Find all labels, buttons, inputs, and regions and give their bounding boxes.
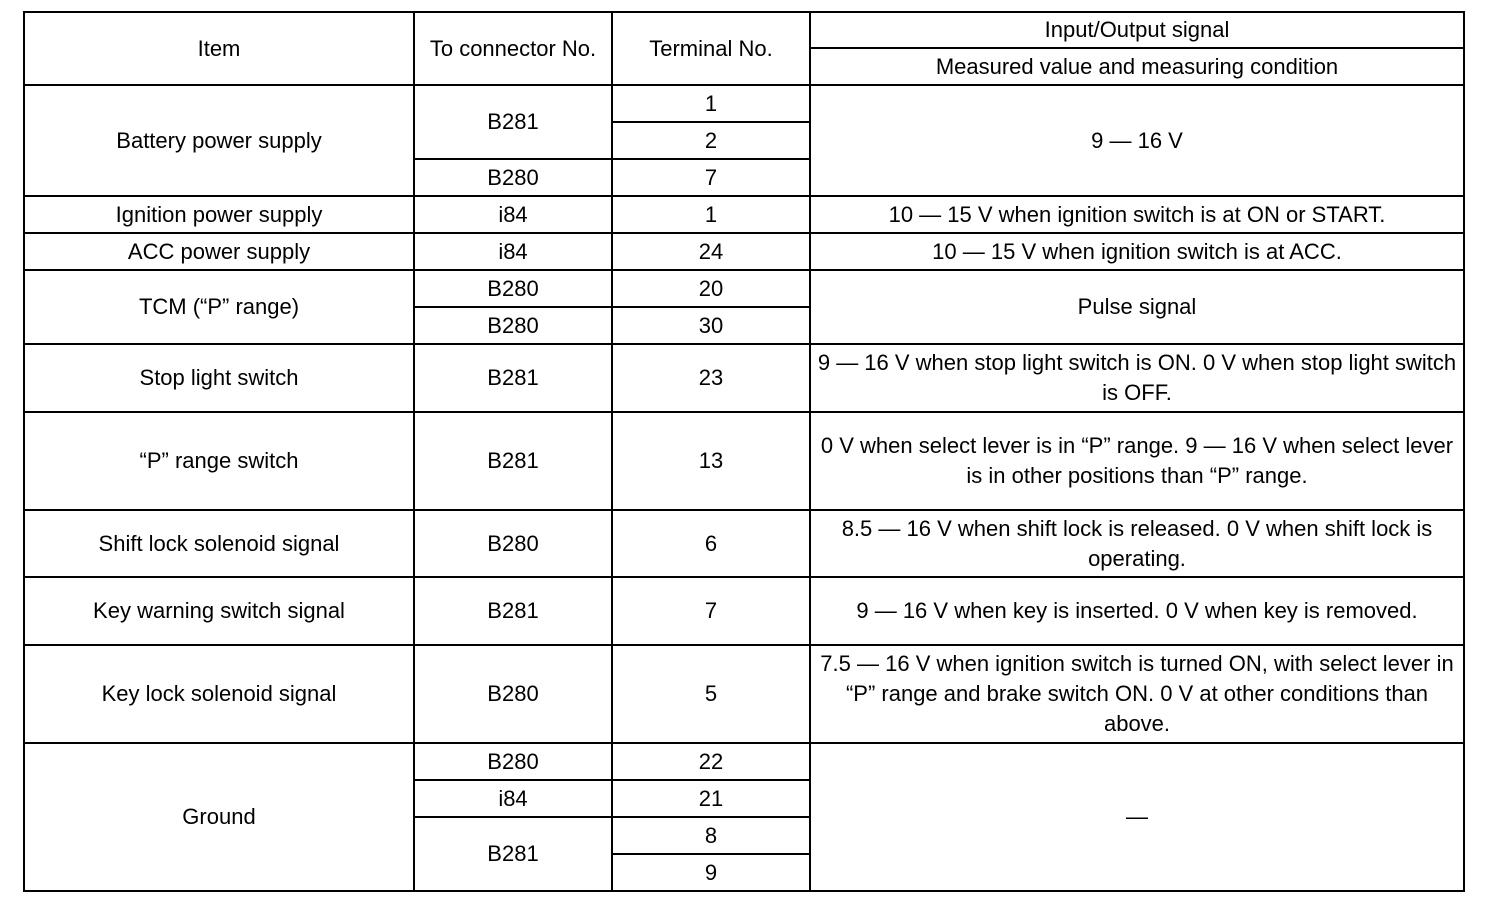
value-cell: 9 — 16 V when key is inserted. 0 V when key is removed.: [810, 577, 1464, 645]
item-cell: Ignition power supply: [24, 196, 414, 233]
connector-cell: B281: [414, 577, 612, 645]
table-row: [24, 510, 1464, 577]
item-cell: Stop light switch: [24, 344, 414, 412]
terminal-cell: 21: [612, 780, 810, 817]
terminal-cell: 2: [612, 122, 810, 159]
connector-cell: i84: [414, 233, 612, 270]
terminal-cell: 1: [612, 196, 810, 233]
value-cell: 9 — 16 V when stop light switch is ON. 0 V when stop light switch is OFF.: [810, 344, 1464, 412]
value-cell: 10 — 15 V when ignition switch is at ACC.: [810, 233, 1464, 270]
terminal-cell: 30: [612, 307, 810, 344]
item-cell: Key lock solenoid signal: [24, 645, 414, 743]
connector-cell: B280: [414, 159, 612, 196]
connector-cell: B280: [414, 645, 612, 743]
value-cell: Pulse signal: [810, 270, 1464, 344]
item-cell: Ground: [24, 743, 414, 891]
header-measured: Measured value and measuring condition: [810, 48, 1464, 85]
value-cell: 7.5 — 16 V when ignition switch is turned ON, with select lever in “P” range and brake switch ON. 0 V at other conditions than above.: [810, 645, 1464, 743]
table-row: [24, 743, 1464, 780]
item-cell: “P” range switch: [24, 412, 414, 510]
connector-cell: B280: [414, 270, 612, 307]
value-cell: —: [810, 743, 1464, 891]
item-cell: Key warning switch signal: [24, 577, 414, 645]
connector-cell: B281: [414, 817, 612, 891]
connector-cell: B280: [414, 307, 612, 344]
terminal-cell: 5: [612, 645, 810, 743]
table-row: [24, 344, 1464, 412]
terminal-cell: 7: [612, 159, 810, 196]
connector-cell: B281: [414, 85, 612, 159]
item-cell: ACC power supply: [24, 233, 414, 270]
header-connector: To connector No.: [414, 12, 612, 85]
table-row: [24, 577, 1464, 645]
connector-cell: B281: [414, 412, 612, 510]
io-signal-table: [23, 11, 1465, 892]
value-cell: 0 V when select lever is in “P” range. 9 — 16 V when select lever is in other positions than “P” range.: [810, 412, 1464, 510]
value-cell: 9 — 16 V: [810, 85, 1464, 196]
table-row: [24, 196, 1464, 233]
connector-cell: B281: [414, 344, 612, 412]
table-row: [24, 412, 1464, 510]
value-cell: 10 — 15 V when ignition switch is at ON or START.: [810, 196, 1464, 233]
table-row: [24, 645, 1464, 743]
item-cell: Shift lock solenoid signal: [24, 510, 414, 577]
terminal-cell: 13: [612, 412, 810, 510]
terminal-cell: 1: [612, 85, 810, 122]
connector-cell: i84: [414, 780, 612, 817]
table-row: [24, 233, 1464, 270]
connector-cell: i84: [414, 196, 612, 233]
connector-cell: B280: [414, 510, 612, 577]
header-io-signal: Input/Output signal: [810, 12, 1464, 48]
terminal-cell: 6: [612, 510, 810, 577]
item-cell: Battery power supply: [24, 85, 414, 196]
terminal-cell: 20: [612, 270, 810, 307]
terminal-cell: 24: [612, 233, 810, 270]
header-row: [24, 12, 1464, 48]
table-row: [24, 85, 1464, 122]
terminal-cell: 22: [612, 743, 810, 780]
terminal-cell: 9: [612, 854, 810, 891]
terminal-cell: 23: [612, 344, 810, 412]
value-cell: 8.5 — 16 V when shift lock is released. 0 V when shift lock is operating.: [810, 510, 1464, 577]
terminal-cell: 7: [612, 577, 810, 645]
table-row: [24, 270, 1464, 307]
connector-cell: B280: [414, 743, 612, 780]
item-cell: TCM (“P” range): [24, 270, 414, 344]
header-item: Item: [24, 12, 414, 85]
header-terminal: Terminal No.: [612, 12, 810, 85]
terminal-cell: 8: [612, 817, 810, 854]
